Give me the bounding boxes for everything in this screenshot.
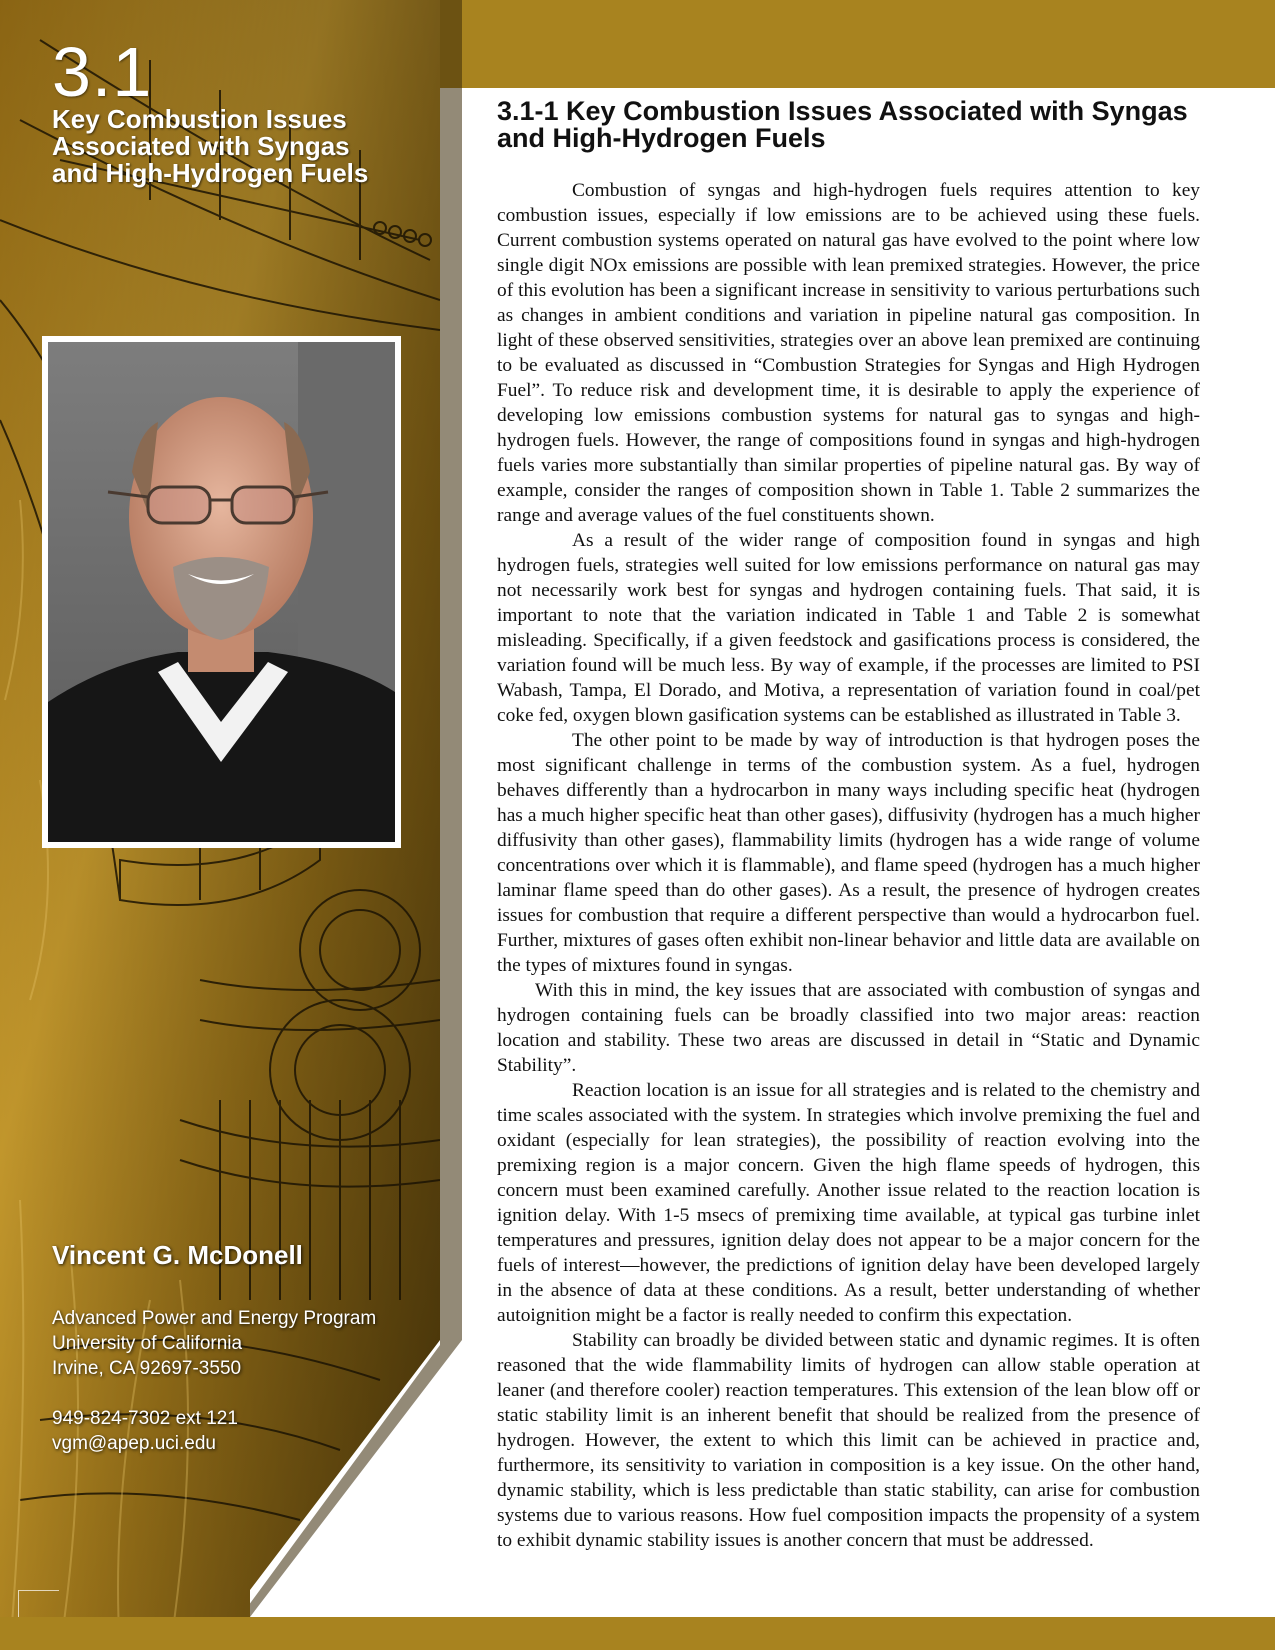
author-name: Vincent G. McDonell (52, 1240, 303, 1270)
footer-accent-bar (0, 1617, 1275, 1650)
article-body (497, 178, 1200, 1553)
paragraph: The other point to be made by way of introduction is that hydrogen poses the most significant challenge in terms of the combustion system. As a fuel, hydrogen behaves differently than a hydrocarbon in many ways including specific heat (hydrogen has a much higher specific heat than other gases), diffusivity (hydrogen has a much higher diffusivity than other gases), flammability limits (hydrogen has a wide range of volume concentrations over which it is flammable), and flame speed (hydrogen has a much higher laminar flame speed than do other gases). As a result, the presence of hydrogen creates issues for combustion that require a different perspective than would a hydrocarbon fuel. Further, mixtures of gases often exhibit non-linear behavior and little data are available on the types of mixtures found in syngas. (497, 730, 1200, 976)
paragraph: Stability can broadly be divided between static and dynamic regimes. It is often reasoned that the wide flammability limits of hydrogen can allow stable operation at leaner (and therefore cooler) reaction temperatures. This extension of the lean blow off or static stability limit is an inherent benefit that should be realized from the presence of hydrogen. However, the extent to which this limit can be achieved in practice and, furthermore, its sensitivity to variation in composition is a key issue. On the other hand, dynamic stability, which is less predictable than static stability, can arise for combustion systems due to various reasons. How fuel composition impacts the propensity of a system to exhibit dynamic stability issues is another concern that must be addressed. (497, 1330, 1200, 1551)
section-title: Key Combustion Issues Associated with Syngas and High-Hydrogen Fuels (52, 104, 369, 188)
email-address: vgm@apep.uci.edu (52, 1433, 216, 1454)
section-number: 3.1 (52, 33, 153, 111)
author-contact-block (52, 1306, 376, 1456)
article-heading: 3.1-1 Key Combustion Issues Associated with Syngas and High-Hydrogen Fuels (497, 96, 1188, 153)
sidebar-panel (0, 0, 470, 1650)
author-photo (42, 336, 401, 848)
affiliation-line-3: Irvine, CA 92697-3550 (52, 1358, 242, 1379)
paragraph: Combustion of syngas and high-hydrogen fuels requires attention to key combustion issues, especially if low emissions are to be achieved using these fuels. Current combustion systems operated on natural gas have evolved to the point where low single digit NOx emissions are possible with lean premixed strategies. However, the price of this evolution has been a significant increase in sensitivity to various perturbations such as changes in ambient conditions and variation in pipeline natural gas composition. In light of these observed sensitivities, strategies over an above lean premixed are continuing to be evaluated as discussed in “Combustion Strategies for Syngas and High Hydrogen Fuel”. To reduce risk and development time, it is desirable to apply the experience of developing low emissions combustion systems for natural gas to syngas and high-hydrogen fuels. However, the range of compositions found in syngas and high-hydrogen fuels varies more substantially than similar properties of pipeline natural gas. By way of example, consider the ranges of composition shown in Table 1. Table 2 summarizes the range and average values of the fuel constituents shown. (497, 180, 1200, 526)
paragraph: With this in mind, the key issues that are associated with combustion of syngas and hydrogen containing fuels can be broadly classified into two major areas: reaction location and stability. These two areas are discussed in detail in “Static and Dynamic Stability”. (497, 980, 1200, 1076)
affiliation-line-1: Advanced Power and Energy Program (52, 1308, 377, 1329)
phone-number: 949-824-7302 ext 121 (52, 1408, 238, 1429)
paragraph: Reaction location is an issue for all strategies and is related to the chemistry and time scales associated with the system. In strategies which involve premixing the fuel and oxidant (especially for lean strategies), the possibility of reaction evolving into the premixing region is a major concern. Given the high flame speeds of hydrogen, this concern must been examined carefully. Another issue related to the reaction location is ignition delay. With 1-5 msecs of premixing time available, at typical gas turbine inlet temperatures and pressures, ignition delay does not appear to be a major concern for the fuels of interest—however, the predictions of ignition delay have been developed largely in the absence of data at these conditions. As a result, better understanding of whether autoignition might be a factor is really needed to confirm this expectation. (497, 1080, 1200, 1326)
paragraph: As a result of the wider range of composition found in syngas and high hydrogen fuels, strategies well suited for low emissions performance on natural gas may not necessarily work best for syngas and hydrogen containing fuels. That said, it is important to note that the variation indicated in Table 1 and Table 2 is somewhat misleading. Specifically, if a given feedstock and gasifications process is considered, the variation found will be much less. By way of example, if the processes are limited to PSI Wabash, Tampa, El Dorado, and Motiva, a representation of variation found in coal/pet coke fed, oxygen blown gasification systems can be established as illustrated in Table 3. (497, 530, 1200, 726)
affiliation-line-2: University of California (52, 1333, 243, 1354)
header-accent-bar (440, 0, 1275, 88)
author-portrait-image (48, 342, 395, 842)
